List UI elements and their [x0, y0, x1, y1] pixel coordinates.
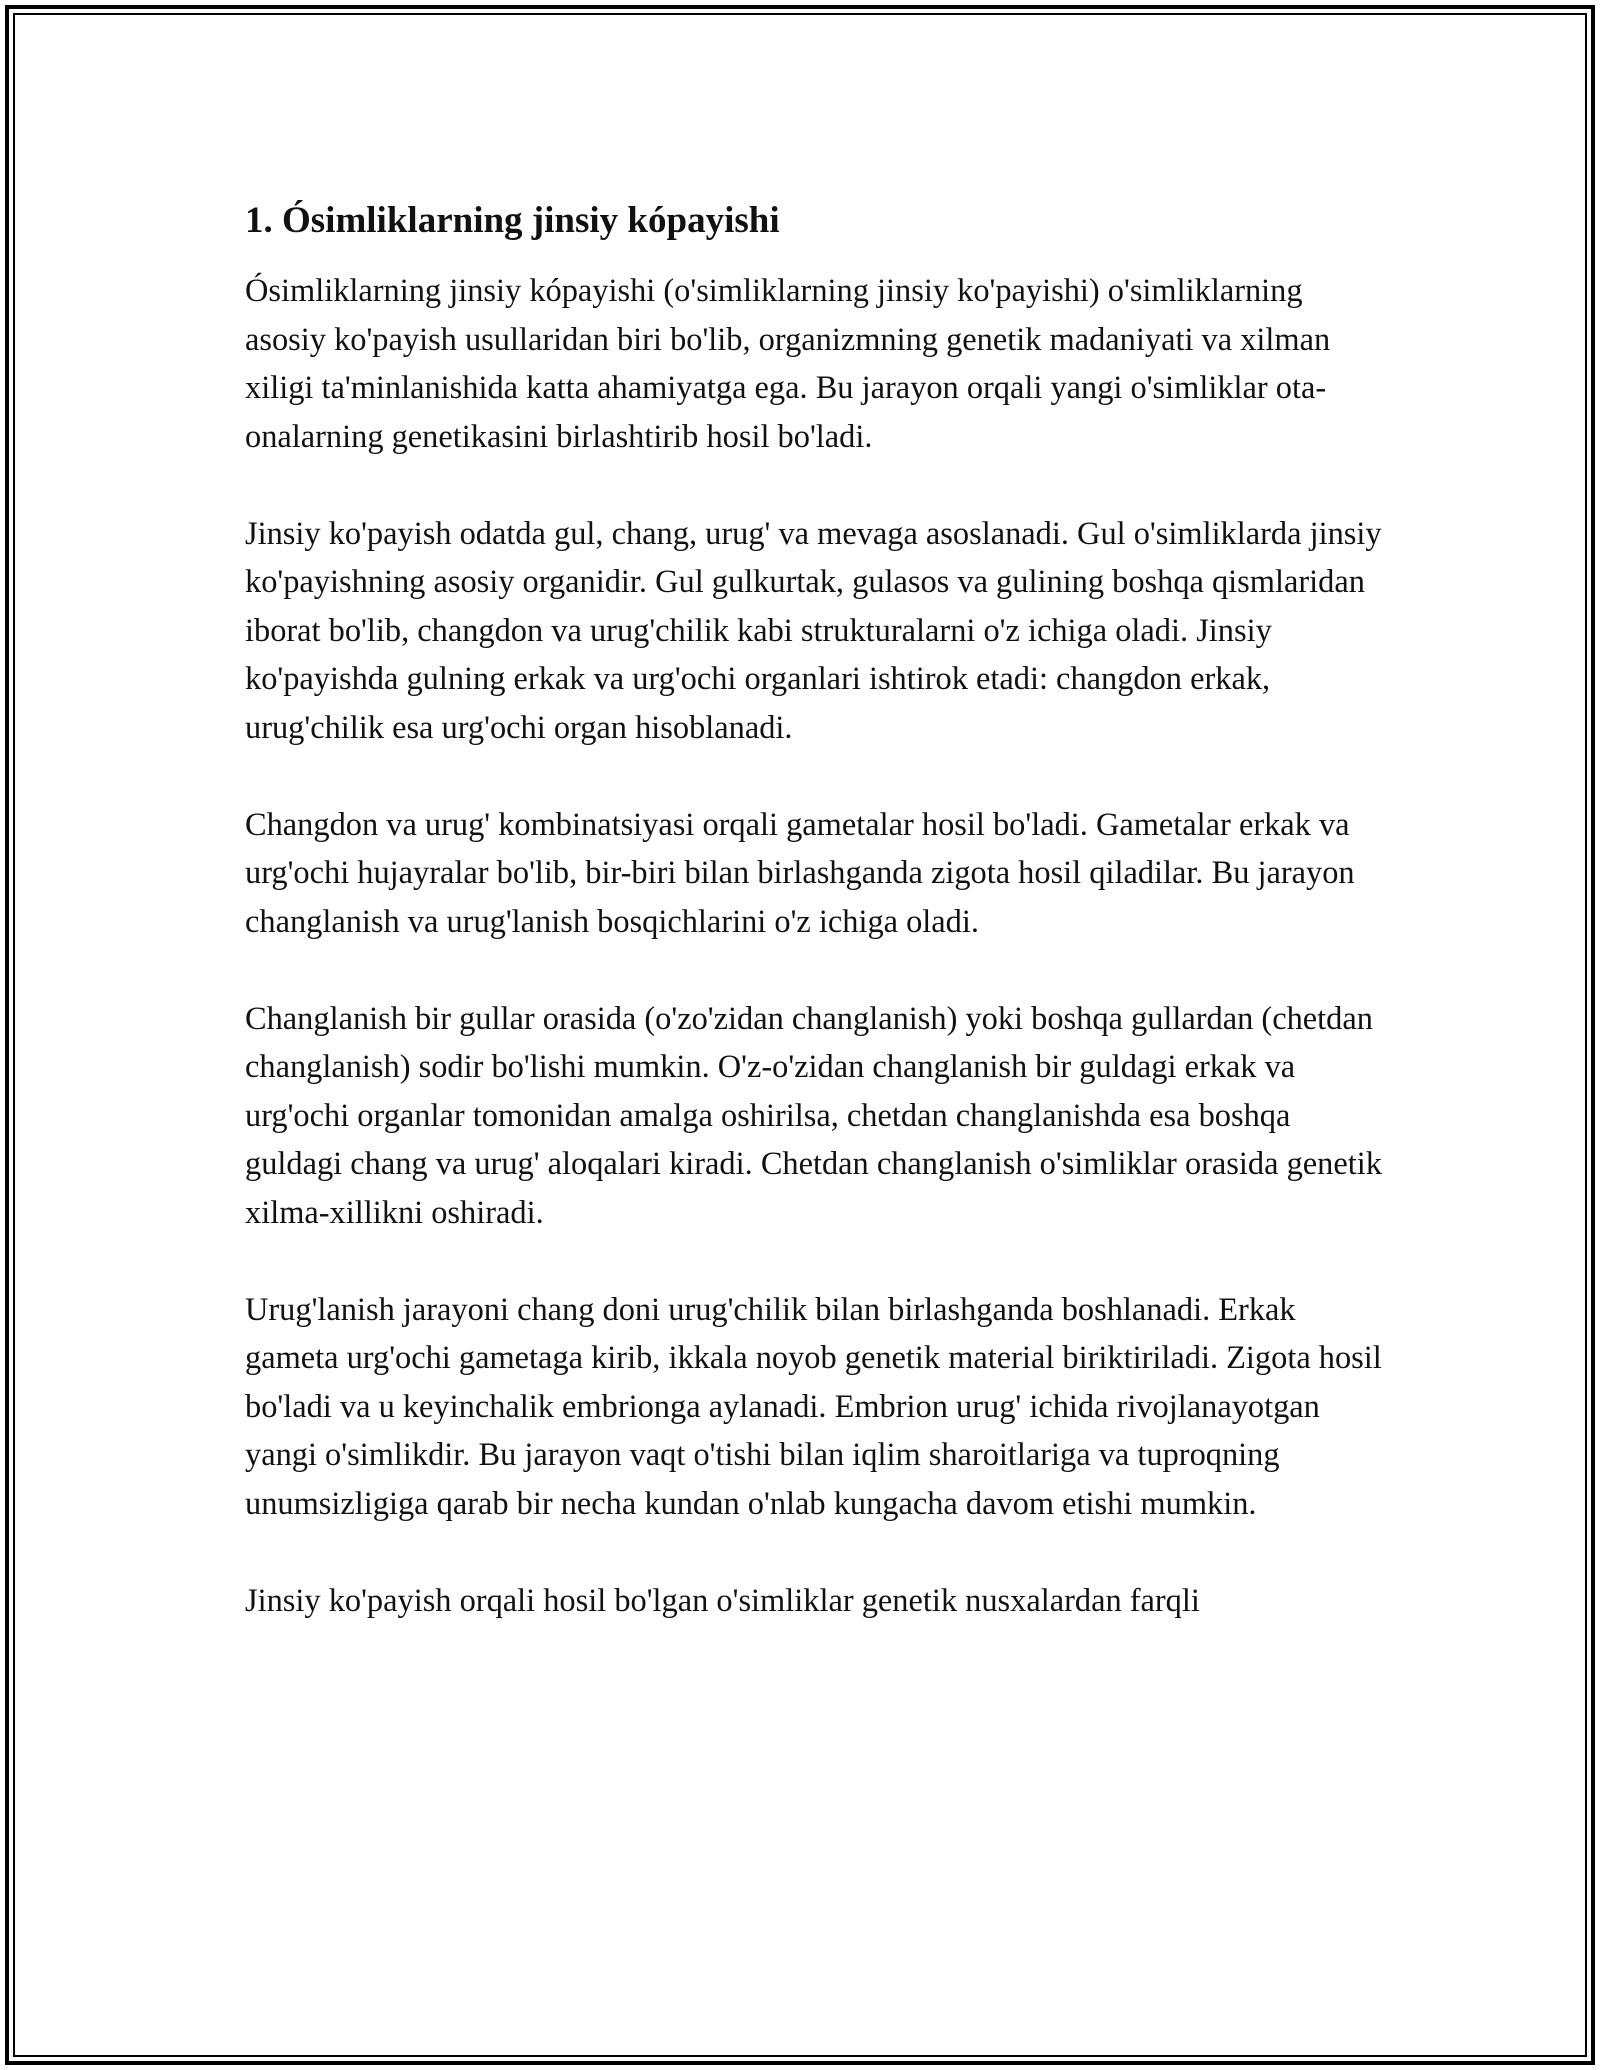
paragraph-4: Changlanish bir gullar orasida (o'zo'zidan changlanish) yoki boshqa gullardan (chetdan changlanish) sodir bo'lishi mumkin. O'z-o'zidan changlanish bir guldagi erkak va urg'ochi organlar tomonidan amalga oshirilsa, chetdan changlanishda esa boshqa guldagi chang va urug' aloqalari kiradi. Chetdan changlanish o'simliklar orasida genetik xilma-xillikni oshiradi.	[245, 1000, 1382, 1231]
page-frame	[5, 5, 1595, 2065]
document-body	[245, 195, 1385, 1625]
section-title: 1. Ósimliklarning jinsiy kópayishi	[245, 200, 780, 241]
paragraph-5: Urug'lanish jarayoni chang doni urug'chilik bilan birlashganda boshlanadi. Erkak gameta urg'ochi gametaga kirib, ikkala noyob genetik material biriktiriladi. Zigota hosil bo'ladi va u keyinchalik embrionga aylanadi. Embrion urug' ichida rivojlanayotgan yangi o'simlikdir. Bu jarayon vaqt o'tishi bilan iqlim sharoitlariga va tuproqning unumsizligiga qarab bir necha kundan o'nlab kungacha davom etishi mumkin.	[245, 1291, 1382, 1522]
paragraph-6: Jinsiy ko'payish orqali hosil bo'lgan o'simliklar genetik nusxalardan farqli	[245, 1582, 1200, 1619]
paragraph-3: Changdon va urug' kombinatsiyasi orqali gametalar hosil bo'ladi. Gametalar erkak va urg'ochi hujayralar bo'lib, bir-biri bilan birlashganda zigota hosil qiladilar. Bu jarayon changlanish va urug'lanish bosqichlarini o'z ichiga oladi.	[245, 806, 1355, 940]
paragraph-2: Jinsiy ko'payish odatda gul, chang, urug' va mevaga asoslanadi. Gul o'simliklarda jinsiy ko'payishning asosiy organidir. Gul gulkurtak, gulasos va gulining boshqa qismlaridan iborat bo'lib, changdon va urug'chilik kabi strukturalarni o'z ichiga oladi. Jinsiy ko'payishda gulning erkak va urg'ochi organlari ishtirok etadi: changdon erkak, urug'chilik esa urg'ochi organ hisoblanadi.	[245, 515, 1382, 746]
paragraph-1: Ósimliklarning jinsiy kópayishi (o'simliklarning jinsiy ko'payishi) o'simliklarning asosiy ko'payish usullaridan biri bo'lib, organizmning genetik madaniyati va xilman xiligi ta'minlanishida katta ahamiyatga ega. Bu jarayon orqali yangi o'simliklar ota-onalarning genetikasini birlashtirib hosil bo'ladi.	[245, 273, 1331, 455]
